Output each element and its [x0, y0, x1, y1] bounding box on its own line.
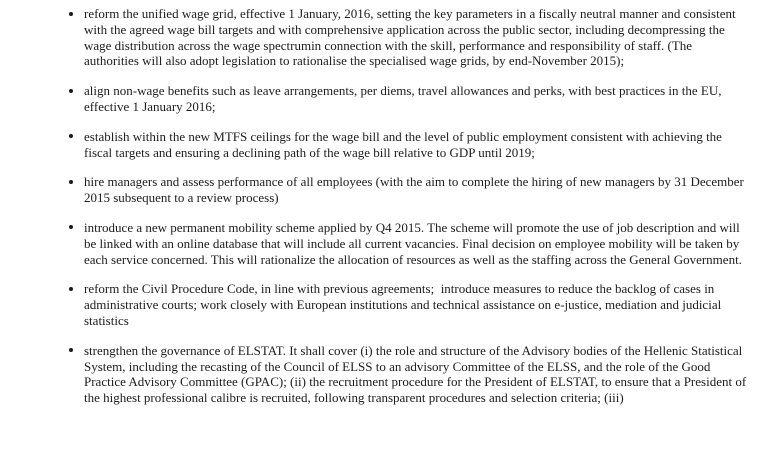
bullet-item — [67, 83, 748, 115]
bullet-text: reform the Civil Procedure Code, in line with previous agreements; introduce measures to reduce the backlog of cases in administrative courts; work closely with European institutions and technical assistance on e-justice, mediation and judicial statistics — [84, 281, 722, 328]
bullet-text: hire managers and assess performance of all employees (with the aim to complete the hiring of new managers by 31 December 2015 subsequent to a review process) — [84, 174, 744, 206]
bullet-icon — [69, 287, 73, 291]
bullet-icon — [69, 89, 73, 93]
bullet-icon — [69, 225, 73, 229]
bullet-icon — [69, 12, 73, 16]
bullet-icon — [69, 134, 73, 138]
bullet-item — [67, 281, 748, 328]
bullet-item — [67, 174, 748, 206]
bullet-text: reform the unified wage grid, effective 1 January, 2016, setting the key parameters in a fiscally neutral manner and consistent with the agreed wage bill targets and with comprehensive application across the public sector, including decompressing the wage distribution across the wage spectrumin connection with the skill, performance and responsibility of staff. (The authorities will also adopt legislation to rationalise the specialised wage grids, by end-November 2015); — [84, 6, 736, 69]
bullet-item — [67, 129, 748, 161]
bullet-text: strengthen the governance of ELSTAT. It shall cover (i) the role and structure of the Advisory bodies of the Hellenic Statistical System, including the recasting of the Council of ELSS to an advisory Committee of the ELSS, and the role of the Good Practice Advisory Committee (GPAC); (ii) the recruitment procedure for the President of ELSTAT, to ensure that a President of the highest professional calibre is recruited, following transparent procedures and selection criteria; (iii) — [84, 342, 747, 406]
bullet-text: establish within the new MTFS ceilings for the wage bill and the level of public employment consistent with achieving the fiscal targets and ensuring a declining path of the wage bill relative to GDP until 2019; — [84, 128, 722, 160]
bullet-text: introduce a new permanent mobility scheme applied by Q4 2015. The scheme will promote the use of job description and will be linked with an online database that will include all current vacancies. Final decision on employee mobility will be taken by each service concerned. This will rationalize the allocation of resources as well as the staffing across the General Government. — [84, 219, 742, 267]
bullet-text: align non-wage benefits such as leave arrangements, per diems, travel allowances and perks, with best practices in the EU, effective 1 January 2016; — [84, 83, 722, 114]
bullet-item — [67, 6, 748, 69]
bullet-icon — [69, 180, 73, 184]
bullet-icon — [69, 348, 73, 352]
bullet-item — [67, 220, 748, 267]
bullet-item — [67, 343, 748, 406]
